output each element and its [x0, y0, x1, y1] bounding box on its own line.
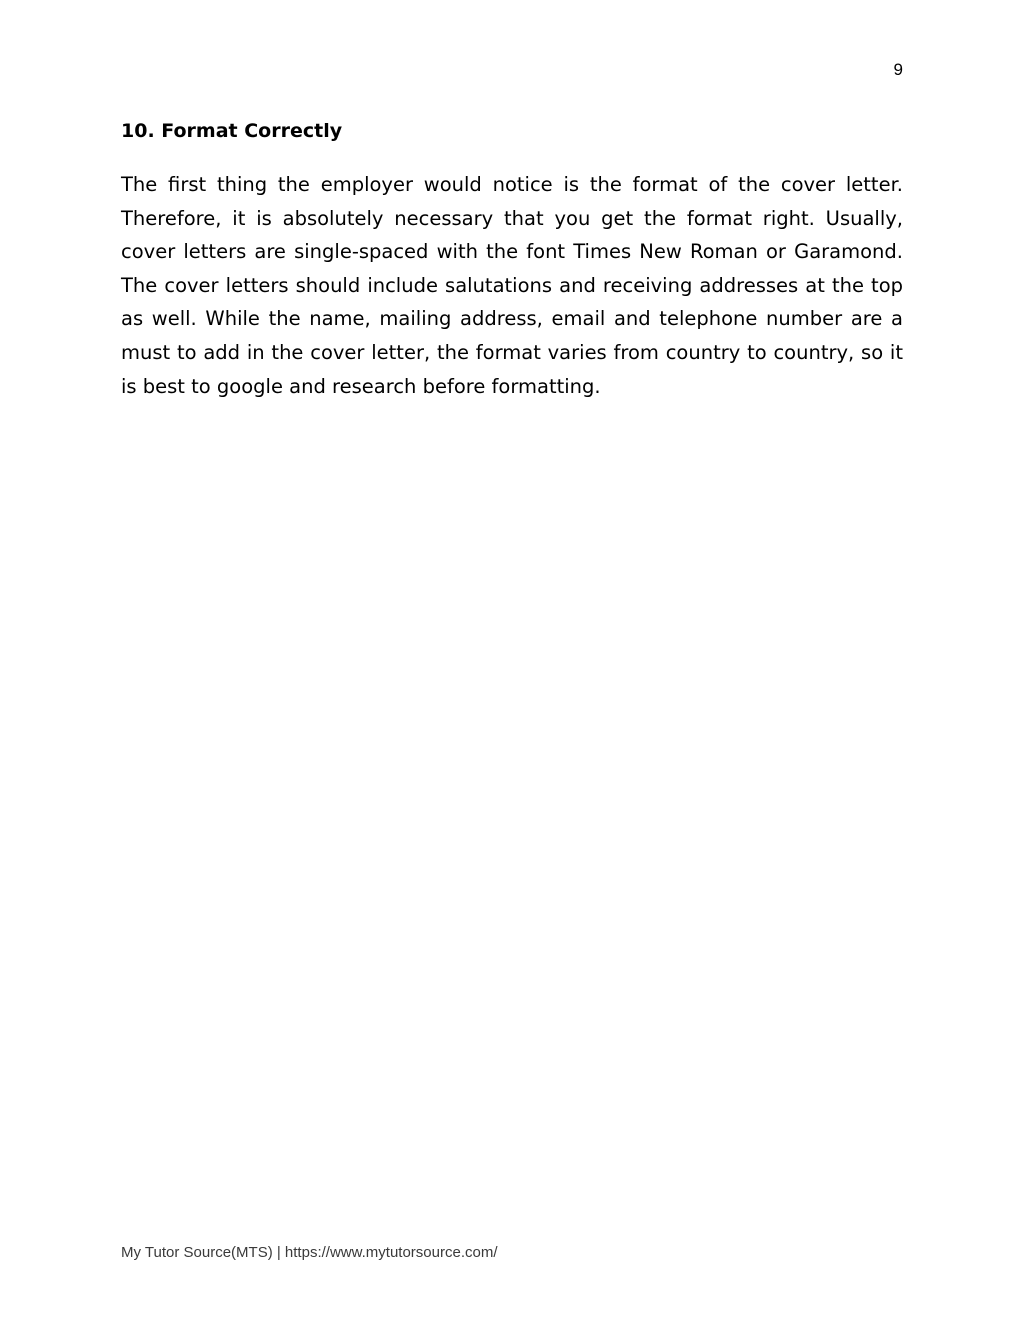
body-paragraph: The first thing the employer would notice is the format of the cover letter. Therefore, it is absolutely necessary that you get the format right. Usually, cover letters are single-spaced with the font Times New Roman or Garamond. The cover letters should include salutations and receiving addresses at the top as well. While the name, mailing address, email and telephone number are a must to add in the cover letter, the format varies from country to country, so it is best to google and research before formatting.: [121, 173, 903, 398]
page-footer: My Tutor Source(MTS) | https://www.mytutorsource.com/: [121, 1244, 498, 1261]
page-number: 9: [893, 60, 903, 79]
section-heading: 10. Format Correctly: [121, 120, 343, 142]
